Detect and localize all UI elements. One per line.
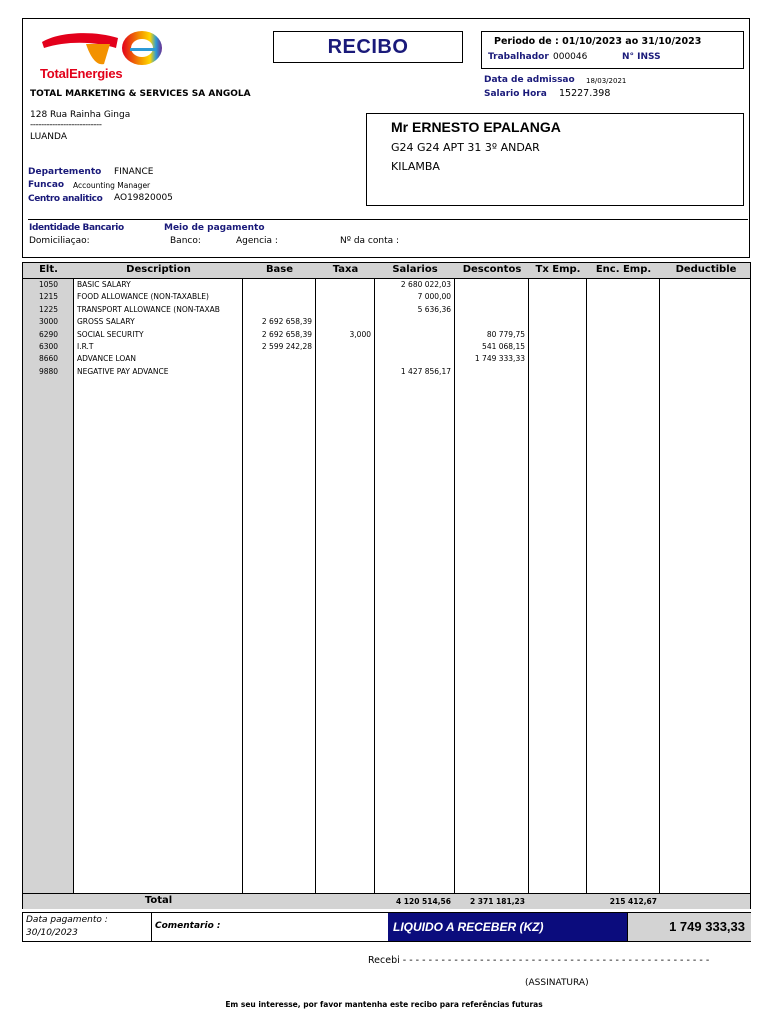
worker-value: 000046	[553, 52, 588, 62]
table-row	[23, 342, 750, 354]
cell-salarios: 2 680 022,03	[400, 280, 451, 289]
logo-wordmark: TotalEnergies	[40, 66, 123, 81]
domiciliation-label: Domiciliaçao:	[29, 236, 90, 246]
cell-elt: 6300	[38, 342, 59, 351]
payment-date-label: Data pagamento :	[26, 915, 108, 925]
cell-descontos: 80 779,75	[486, 329, 525, 339]
table-row	[23, 305, 750, 317]
cell-base: 2 692 658,39	[261, 329, 312, 339]
cell-description: SOCIAL SECURITY	[77, 329, 144, 339]
cell-elt: 1225	[38, 304, 59, 314]
table-row	[23, 330, 750, 342]
cell-salarios: 7 000,00	[417, 292, 451, 302]
hourly-rate-value: 15227.398	[559, 88, 611, 99]
header-salarios: Salarios	[392, 264, 438, 275]
table-row	[23, 292, 750, 304]
header-description: Description	[126, 264, 191, 275]
signature-label: (ASSINATURA)	[525, 978, 589, 988]
cell-taxa: 3,000	[349, 329, 371, 339]
net-pay-value: 1 749 333,33	[669, 919, 745, 934]
cell-description: FOOD ALLOWANCE (NON-TAXABLE)	[77, 292, 209, 302]
cell-elt: 8660	[38, 354, 59, 364]
cost-center-label: Centro analitico	[28, 194, 103, 204]
table-total-row	[23, 893, 750, 909]
received-line: Recebi - - - - - - - - - - - - - - - - - - - - - - - - - - - - - - - - - - - - - - - - - - - - - - - -	[368, 955, 710, 966]
table-row	[23, 317, 750, 329]
cell-description: I.R.T	[77, 342, 94, 351]
footer-note: Em seu interesse, por favor mantenha este recibo para referências futuras	[225, 1000, 543, 1009]
cell-descontos: 1 749 333,33	[474, 354, 525, 364]
inss-label: N° INSS	[622, 52, 661, 62]
cell-elt: 3000	[38, 317, 59, 327]
cell-salarios: 5 636,36	[417, 304, 451, 314]
function-label: Funcao	[28, 180, 65, 190]
document-title: RECIBO	[327, 35, 409, 58]
header-base: Base	[265, 264, 294, 275]
payroll-table	[22, 262, 751, 909]
department-value: FINANCE	[114, 167, 154, 177]
table-row	[23, 354, 750, 366]
cell-description: TRANSPORT ALLOWANCE (NON-TAXAB	[77, 304, 220, 314]
net-pay-label: LIQUIDO A RECEBER (KZ)	[393, 920, 544, 934]
footer-divider	[151, 912, 152, 942]
worker-label: Trabalhador	[488, 52, 549, 62]
period-text: Periodo de : 01/10/2023 ao 31/10/2023	[494, 36, 702, 47]
total-salarios: 4 120 514,56	[395, 897, 451, 906]
address-separator: --------------------------	[30, 120, 102, 130]
cell-description: GROSS SALARY	[77, 317, 135, 327]
employee-name: Mr ERNESTO EPALANGA	[391, 119, 561, 135]
cell-base: 2 692 658,39	[261, 317, 312, 327]
total-label: Total	[144, 895, 173, 906]
table-row	[23, 367, 750, 379]
header-tx-emp: Tx Emp.	[535, 264, 581, 275]
header-deductible: Deductible	[675, 264, 737, 275]
cell-elt: 9880	[38, 366, 59, 376]
company-address-line1: 128 Rua Rainha Ginga	[30, 110, 131, 120]
admission-label: Data de admissao	[484, 75, 575, 85]
total-enc-emp: 215 412,67	[609, 897, 657, 906]
employee-address-line1: G24 G24 APT 31 3º ANDAR	[391, 141, 540, 154]
total-descontos: 2 371 181,23	[469, 897, 525, 906]
table-row	[23, 280, 750, 292]
payment-date-value: 30/10/2023	[26, 928, 78, 938]
admission-value: 18/03/2021	[586, 77, 627, 85]
function-value: Accounting Manager	[73, 181, 151, 190]
cell-descontos: 541 068,15	[482, 342, 525, 351]
header-taxa: Taxa	[332, 264, 359, 275]
department-label: Departemento	[28, 167, 102, 177]
cell-salarios: 1 427 856,17	[400, 366, 451, 376]
cost-center-value: AO19820005	[114, 193, 173, 203]
bank-label: Banco:	[170, 236, 201, 246]
account-number-label: Nº da conta :	[340, 236, 400, 246]
comment-label: Comentario :	[155, 921, 221, 931]
company-name: TOTAL MARKETING & SERVICES SA ANGOLA	[30, 89, 251, 99]
header-enc-emp: Enc. Emp.	[595, 264, 652, 275]
cell-description: ADVANCE LOAN	[77, 354, 136, 364]
company-address-line2: LUANDA	[30, 132, 67, 142]
cell-base: 2 599 242,28	[261, 342, 312, 351]
table-header-row	[23, 263, 750, 279]
cell-elt: 1050	[38, 280, 59, 289]
cell-description: BASIC SALARY	[77, 280, 131, 289]
header-elt: Elt.	[39, 264, 58, 275]
cell-elt: 1215	[38, 292, 59, 302]
hourly-rate-label: Salario Hora	[484, 89, 547, 99]
bank-id-label: Identidade Bancario	[29, 223, 124, 233]
employee-address-line2: KILAMBA	[391, 160, 440, 173]
payment-method-label: Meio de pagamento	[164, 223, 265, 233]
cell-elt: 6290	[38, 329, 59, 339]
cell-description: NEGATIVE PAY ADVANCE	[77, 366, 169, 376]
agency-label: Agencia :	[236, 236, 278, 246]
document-title-box	[273, 31, 463, 63]
section-divider	[28, 219, 748, 220]
header-descontos: Descontos	[462, 264, 522, 275]
